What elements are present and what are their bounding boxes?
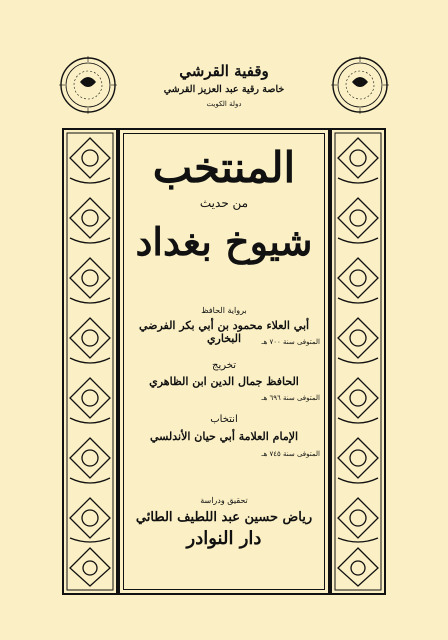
narrator-label: برواية الحافظ — [201, 306, 247, 315]
takhrij-death-date: المتوفى سنة ٦٩٦ هـ — [261, 394, 320, 402]
ornament-panel-left — [62, 128, 118, 595]
book-title-subject: شيوخ بغداد — [135, 219, 313, 264]
book-title-connector: من حديث — [199, 196, 249, 210]
waqf-header — [120, 60, 328, 118]
narrator-name: أبي العلاء محمود بن أبي بكر الفرضي البخاري — [138, 319, 310, 345]
ornament-panel-right — [330, 128, 386, 595]
waqf-seal-left — [58, 54, 118, 116]
waqf-subtitle: خاصة رقية عبد العزيز القرشي — [163, 84, 285, 95]
selection-label: انتخاب — [210, 414, 238, 425]
selection-death-date: المتوفى سنة ٧٤٥ هـ — [261, 450, 320, 458]
selection-name: الإمام العلامة أبي حيان الأندلسي — [149, 430, 299, 443]
publisher-name: دار النوادر — [186, 528, 262, 549]
narrator-death-date: المتوفى سنة ٧٠٠ هـ — [261, 338, 320, 346]
takhrij-name: الحافظ جمال الدين ابن الظاهري — [149, 375, 299, 388]
waqf-seal-right — [330, 54, 390, 116]
book-title-main: المنتخب — [152, 143, 296, 192]
waqf-title: وقفية القرشي — [179, 62, 269, 80]
waqf-country: دولة الكويت — [206, 100, 242, 108]
editor-label: تحقيق ودراسة — [200, 496, 248, 505]
editor-name: رياض حسين عبد اللطيف الطائي — [135, 510, 313, 525]
takhrij-label: تخريج — [212, 360, 236, 371]
